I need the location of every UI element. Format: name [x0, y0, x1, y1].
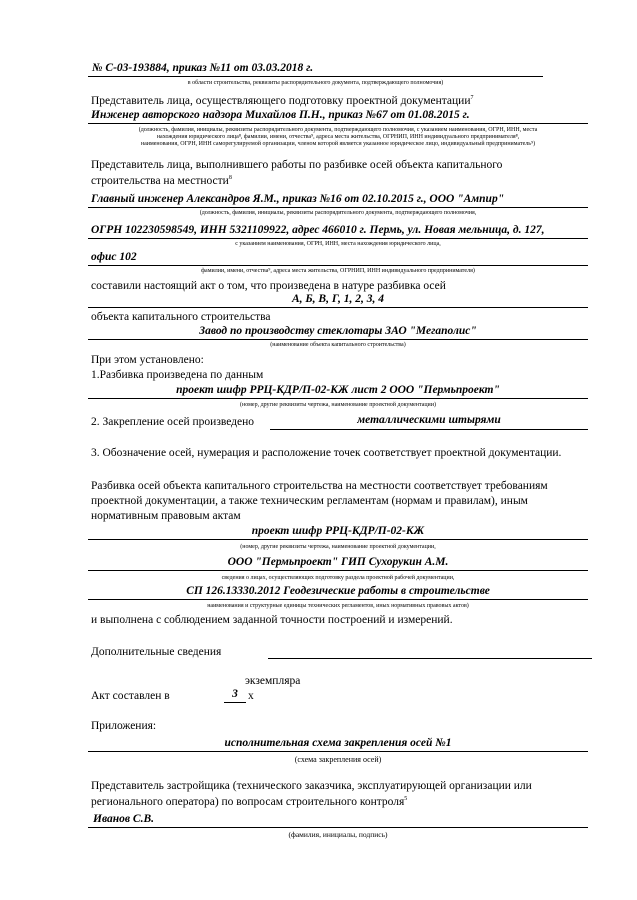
axes-value: А, Б, В, Г, 1, 2, 3, 4	[291, 293, 385, 305]
item1-caption: (номер, другие реквизиты чертежа, наименование проектной документации)	[240, 402, 436, 408]
additional-label: Дополнительные сведения	[91, 646, 222, 658]
customer-rep-label-2: регионального оператора) по вопросам строительного контроля$^5$	[91, 796, 408, 808]
survey-rep-underline-2	[88, 238, 588, 239]
ref-caption: в области строительства, реквизиты распорядительного документа, подтверждающего полномочия)	[187, 80, 444, 86]
copies-word: экземпляра	[245, 675, 301, 687]
object-value: Завод по производству стеклотары ЗАО "Мегаполис"	[199, 325, 477, 337]
accuracy-text: и выполнена с соблюдением заданной точности построений и измерений.	[91, 614, 453, 626]
item1-label: 1.Разбивка произведена по данным	[91, 369, 264, 381]
compliance-caption-3: наименования и структурные единицы технических регламентов, иных нормативных правовых актов)	[207, 603, 469, 609]
customer-rep-label-1: Представитель застройщика (технического заказчика, эксплуатирующей организации или	[91, 780, 532, 792]
designer-rep-caption-1: (должность, фамилия, инициалы, реквизиты распорядительного документа, подтверждающего полномочия, с указанием наименования, ОГРН, ИНН, места	[138, 127, 538, 133]
customer-rep-caption: (фамилия, инициалы, подпись)	[288, 830, 388, 839]
designer-rep-caption-3: наименования, ОГРН, ИНН саморегулируемой организации, членом которой является указанное юридическое лицо, индивидуальный предприниматель⁹)	[140, 141, 536, 147]
designer-rep-label: Представитель лица, осуществляющего подготовку проектной документации$^7$	[91, 95, 474, 107]
copies-count: 3	[232, 688, 238, 700]
survey-rep-label-2: строительства на местности$^8$	[91, 175, 232, 187]
compliance-value-3: СП 126.13330.2012 Геодезические работы в строительстве	[186, 585, 490, 597]
item1-underline	[88, 398, 588, 399]
survey-rep-caption-3: фамилии, имени, отчества⁹, адреса места жительства, ОГРНИП, ИНН индивидуального предпринимателя)	[201, 268, 475, 274]
item3-text: 3. Обозначение осей, нумерация и расположение точек соответствует проектной документации.	[91, 447, 562, 459]
item2-value: металлическими штырями	[357, 414, 501, 426]
attachments-underline	[88, 751, 588, 752]
designer-rep-underline	[88, 123, 588, 124]
survey-rep-caption-2: с указанием наименования, ОГРН, ИНН, места нахождения юридического лица,	[235, 241, 441, 247]
act-label: составили настоящий акт о том, что произведена в натуре разбивка осей	[91, 280, 446, 292]
compliance-text-3: нормативным правовым актам	[91, 510, 241, 522]
compliance-underline-1	[88, 539, 588, 540]
designer-rep-caption-2: нахождения юридического лица⁸, фамилии, имени, отчества⁹, адреса места жительства, ОГРНИП, ИНН индивидуального предпринимателя⁸,	[156, 134, 520, 140]
survey-rep-value-2: ОГРН 102230598549, ИНН 5321109922, адрес 466010 г. Пермь, ул. Новая мельница, д. 127,	[91, 224, 545, 236]
copies-label: Акт составлен в	[91, 690, 170, 702]
attachments-caption: (схема закрепления осей)	[294, 755, 382, 764]
item2-label: 2. Закрепление осей произведено	[91, 416, 255, 428]
attachments-value: исполнительная схема закрепления осей №1	[224, 737, 452, 749]
item1-value: проект шифр РРЦ-КДР/П-02-КЖ лист 2 ООО "Пермьпроект"	[176, 384, 500, 396]
axes-underline	[88, 307, 588, 308]
copies-underline	[224, 702, 246, 703]
survey-rep-caption-1: (должность, фамилия, инициалы, реквизиты распорядительного документа, подтверждающего полномочия,	[199, 210, 477, 216]
customer-rep-underline	[88, 827, 588, 828]
item2-underline	[270, 429, 588, 430]
survey-rep-value-3: офис 102	[91, 251, 137, 263]
compliance-caption-2: сведения о лицах, осуществляющих подготовку раздела проектной рабочей документации,	[221, 575, 455, 581]
compliance-value-1: проект шифр РРЦ-КДР/П-02-КЖ	[251, 525, 425, 537]
compliance-underline-2	[88, 570, 588, 571]
object-label: объекта капитального строительства	[91, 311, 271, 323]
copies-suffix: х	[248, 690, 254, 702]
compliance-caption-1: (номер, другие реквизиты чертежа, наименование проектной документации,	[240, 544, 436, 550]
compliance-text-1: Разбивка осей объекта капитального строительства на местности соответствует требованиям	[91, 480, 548, 492]
object-caption: (наименование объекта капитального строительства)	[270, 342, 406, 348]
compliance-text-2: проектной документации, а также техническим регламентам (нормам и правилам), иным	[91, 495, 528, 507]
customer-rep-value: Иванов С.В.	[93, 813, 154, 825]
survey-rep-value-1: Главный инженер Александров Я.М., приказ №16 от 02.10.2015 г., ООО "Ампир"	[91, 193, 505, 205]
attachments-label: Приложения:	[91, 720, 157, 732]
additional-underline	[268, 658, 592, 659]
ref-line: № С-03-193884, приказ №11 от 03.03.2018 г.	[92, 62, 314, 74]
survey-rep-label-1: Представитель лица, выполнившего работы по разбивке осей объекта капитального	[91, 159, 503, 171]
designer-rep-value: Инженер авторского надзора Михайлов П.Н., приказ №67 от 01.08.2015 г.	[91, 109, 470, 121]
survey-rep-underline-3	[88, 265, 588, 266]
established-intro: При этом установлено:	[91, 354, 204, 366]
compliance-underline-3	[88, 599, 588, 600]
ref-underline	[88, 76, 543, 77]
survey-rep-underline-1	[88, 207, 588, 208]
object-underline	[88, 339, 588, 340]
compliance-value-2: ООО "Пермьпроект" ГИП Сухорукин А.М.	[227, 556, 449, 568]
